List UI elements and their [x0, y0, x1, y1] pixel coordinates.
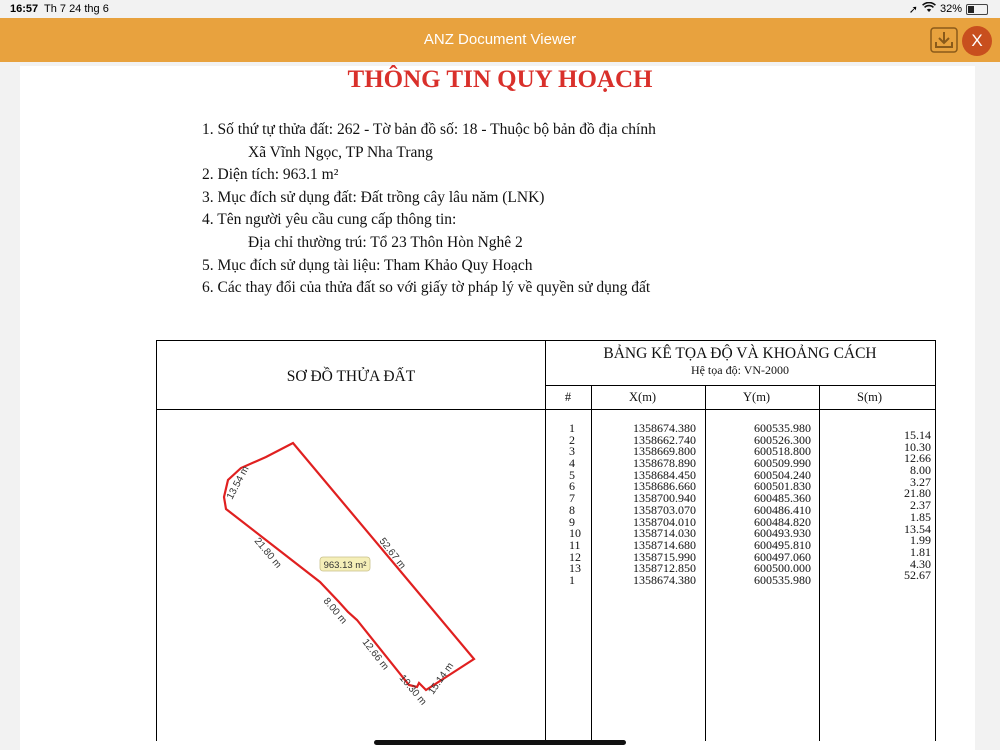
app-header [0, 18, 1000, 62]
info-line: 6. Các thay đổi của thửa đất so với giấy tờ pháp lý về quyền sử dụng đất [202, 279, 651, 297]
status-right [909, 2, 988, 16]
table-cell-s: 21.80 [904, 486, 931, 501]
edge-label: 52.67 m [376, 536, 408, 572]
table-cell-x: 1358712.850 [633, 561, 696, 576]
download-button[interactable] [929, 26, 959, 54]
table-cell-id: 4 [569, 456, 575, 471]
table-cell-y: 600535.980 [754, 421, 811, 435]
status-bar [0, 0, 1000, 18]
wifi-icon [922, 2, 936, 16]
table-header: BẢNG KÊ TỌA ĐỘ VÀ KHOẢNG CÁCH [603, 345, 877, 362]
table-cell-s: 3.27 [910, 474, 931, 489]
divider [705, 385, 706, 741]
table-cell-id: 10 [569, 526, 581, 541]
col-header: Y(m) [743, 390, 771, 404]
status-time: 16:57 [10, 3, 39, 15]
location-icon: ➚ [908, 3, 918, 16]
table-cell-x: 1358674.380 [633, 421, 696, 435]
table-cell-y: 600504.240 [754, 467, 811, 482]
table-cell-x: 1358684.450 [633, 467, 696, 482]
close-button[interactable]: X [962, 26, 992, 56]
info-line: 3. Mục đích sử dụng đất: Đất trồng cây lâu năm (LNK) [202, 188, 545, 206]
table-cell-y: 600501.830 [754, 479, 811, 494]
col-header: S(m) [857, 390, 882, 404]
info-line: Xã Vĩnh Ngọc, TP Nha Trang [248, 143, 433, 161]
table-cell-x: 1358714.680 [633, 537, 696, 552]
s-column [897, 430, 931, 582]
col-header: # [564, 390, 572, 404]
table-cell-x: 1358704.010 [633, 514, 696, 529]
divider [545, 385, 935, 386]
info-list [202, 119, 656, 300]
table-cell-y: 600518.800 [754, 444, 811, 459]
table-cell-s: 8.00 [910, 463, 931, 478]
col-header: X(m) [629, 390, 657, 404]
table-cell-s: 1.99 [910, 533, 931, 548]
table-cell-x: 1358686.660 [633, 479, 696, 494]
table-cell-y: 600495.810 [754, 537, 811, 552]
table-cell-id: 9 [569, 514, 575, 529]
table-cell-id: 2 [569, 432, 575, 447]
divider [591, 385, 592, 741]
edge-label: 15.14 m [426, 660, 457, 697]
area-label: 963.13 m² [323, 560, 367, 571]
table-cell-y: 600526.300 [754, 432, 811, 447]
table-cell-y: 600486.410 [754, 502, 811, 517]
table-cell-id: 11 [569, 537, 581, 552]
info-line: 2. Diện tích: 963.1 m² [202, 166, 339, 184]
coordinate-table [156, 340, 936, 741]
edge-label: 21.80 m [251, 535, 284, 571]
table-cell-y: 600500.000 [754, 561, 811, 576]
edge-label: 10.30 m [396, 672, 429, 708]
table-cell-s: 13.54 [904, 521, 931, 536]
sketch-header: SƠ ĐỒ THỬA ĐẤT [286, 368, 416, 385]
table-cell-s: 1.81 [910, 544, 931, 559]
table-cell-x: 1358662.740 [633, 432, 696, 447]
table-cell-y: 600535.980 [754, 572, 811, 587]
status-date: Th 7 24 thg 6 [44, 3, 109, 15]
parcel-sketch [157, 410, 545, 741]
x-column [633, 423, 696, 587]
table-cell-id: 13 [569, 561, 581, 576]
table-cell-x: 1358703.070 [633, 502, 696, 517]
table-cell-s: 52.67 [904, 568, 931, 583]
info-line: 1. Số thứ tự thửa đất: 262 - Tờ bản đồ số: 18 - Thuộc bộ bản đồ địa chính [202, 121, 656, 138]
edge-label: 13.54 m [224, 464, 252, 502]
info-line: 5. Mục đích sử dụng tài liệu: Tham Khảo Quy Hoạch [202, 256, 533, 274]
y-column [754, 423, 811, 587]
crs-label: Hệ tọa độ: VN-2000 [690, 363, 790, 377]
table-cell-s: 4.30 [910, 556, 931, 571]
table-cell-x: 1358700.940 [633, 491, 696, 506]
table-cell-id: 3 [569, 444, 575, 459]
table-cell-id: 1 [569, 421, 575, 435]
battery-icon [966, 4, 988, 15]
table-cell-id: 12 [569, 549, 581, 564]
info-line: 4. Tên người yêu cầu cung cấp thông tin: [202, 211, 457, 229]
app-title: ANZ Document Viewer [423, 31, 577, 48]
table-cell-y: 600485.360 [754, 491, 811, 506]
download-icon [929, 26, 959, 54]
table-cell-s: 1.85 [910, 509, 931, 524]
document-title: THÔNG TIN QUY HOẠCH [347, 66, 653, 93]
table-cell-id: 1 [569, 572, 575, 587]
edge-label: 12.66 m [359, 637, 391, 673]
home-indicator[interactable] [374, 740, 626, 745]
table-cell-id: 8 [569, 502, 575, 517]
edge-label: 8.00 m [320, 595, 349, 627]
table-cell-id: 6 [569, 479, 575, 494]
info-line: Địa chỉ thường trú: Tổ 23 Thôn Hòn Nghê 2 [248, 233, 523, 251]
table-cell-s: 12.66 [904, 451, 931, 466]
table-cell-x: 1358669.800 [633, 444, 696, 459]
table-cell-y: 600497.060 [754, 549, 811, 564]
table-cell-y: 600509.990 [754, 456, 811, 471]
table-cell-s: 2.37 [910, 498, 931, 513]
table-cell-x: 1358715.990 [633, 549, 696, 564]
table-cell-id: 5 [569, 467, 575, 482]
battery-percent: 32% [939, 3, 962, 15]
table-cell-x: 1358678.890 [633, 456, 696, 471]
divider [819, 385, 820, 741]
table-cell-y: 600493.930 [754, 526, 811, 541]
table-cell-x: 1358714.030 [633, 526, 696, 541]
table-cell-y: 600484.820 [754, 514, 811, 529]
table-cell-s: 10.30 [904, 439, 931, 454]
table-cell-id: 7 [569, 491, 575, 506]
table-cell-s: 15.14 [904, 428, 931, 442]
table-cell-x: 1358674.380 [633, 572, 696, 587]
id-column [569, 423, 581, 587]
